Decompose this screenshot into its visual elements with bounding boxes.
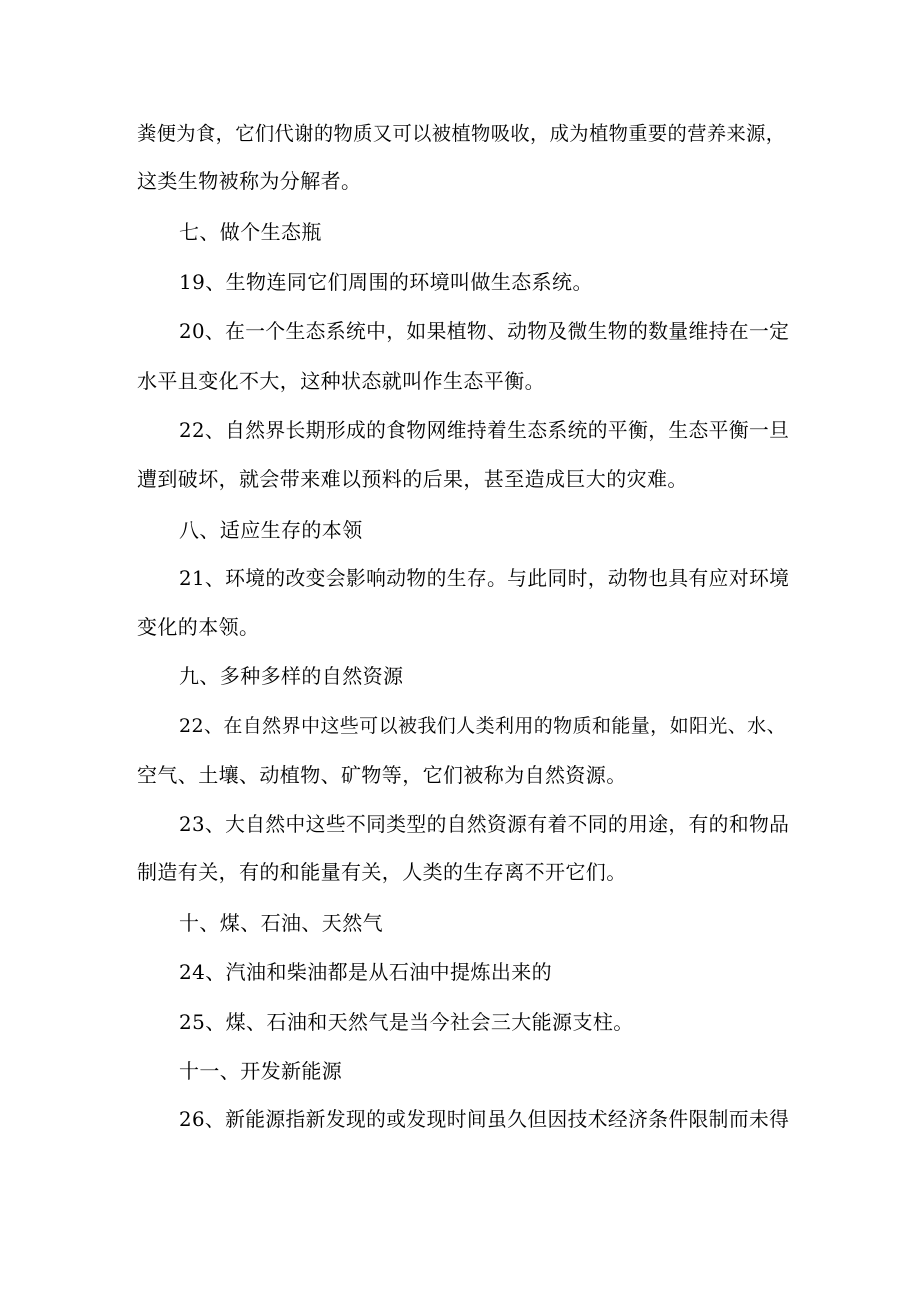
paragraph-line: 变化的本领。 [137,615,260,639]
section-heading: 十、煤、石油、天然气 [179,911,383,935]
paragraph-line: 遭到破坏，就会带来难以预料的后果，甚至造成巨大的灾难。 [137,467,688,491]
paragraph-line: 制造有关，有的和能量有关，人类的生存离不开它们。 [137,860,627,884]
paragraph-line: 22、在自然界中这些可以被我们人类利用的物质和能量，如阳光、水、 [179,715,786,737]
paragraph-line: 23、大自然中这些不同类型的自然资源有着不同的用途，有的和物品 [179,813,790,836]
paragraph-line: 水平且变化不大，这种状态就叫作生态平衡。 [137,369,545,393]
paragraph-line: 25、煤、石油和天然气是当今社会三大能源支柱。 [179,1010,634,1034]
paragraph-line: 空气、土壤、动植物、矿物等，它们被称为自然资源。 [137,763,627,787]
paragraph-line: 22、自然界长期形成的食物网维持着生态系统的平衡，生态平衡一旦 [179,419,790,442]
section-heading: 九、多种多样的自然资源 [179,664,404,688]
paragraph-line: 21、环境的改变会影响动物的生存。与此同时，动物也具有应对环境 [179,567,790,590]
section-heading: 八、适应生存的本领 [179,518,363,542]
paragraph-line: 20、在一个生态系统中，如果植物、动物及微生物的数量维持在一定 [179,320,790,343]
paragraph-line: 26、新能源指新发现的或发现时间虽久但因技术经济条件限制而未得 [179,1108,790,1131]
paragraph-line: 19、生物连同它们周围的环境叫做生态系统。 [179,270,593,294]
paragraph-line: 粪便为食，它们代谢的物质又可以被植物吸收，成为植物重要的营养来源， [137,122,786,145]
paragraph-line: 这类生物被称为分解者。 [137,169,362,193]
section-heading: 十一、开发新能源 [179,1059,343,1083]
section-heading: 七、做个生态瓶 [179,220,322,244]
paragraph-line: 24、汽油和柴油都是从石油中提炼出来的 [179,960,553,984]
